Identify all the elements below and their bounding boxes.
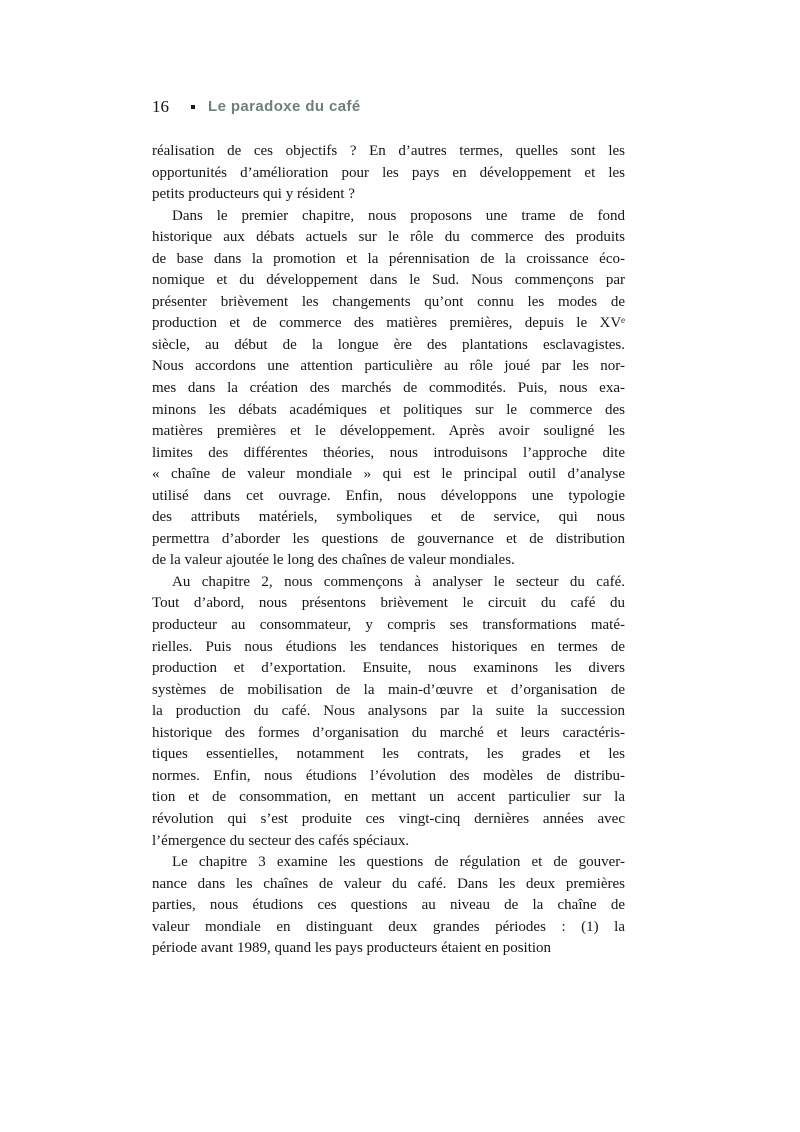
text-line: la production du café. Nous analysons par la suite la succession (152, 703, 625, 720)
text-line: producteur au consommateur, y compris ses transformations maté- (152, 617, 625, 634)
text-line: historique des formes d’organisation du marché et leurs caractéris- (152, 724, 625, 741)
text-line: présenter brièvement les changements qu’ont connu les modes de (152, 293, 625, 310)
text-line: petits producteurs qui y résident ? (152, 186, 355, 203)
book-title: Le paradoxe du café (208, 98, 361, 115)
text-line: matières premières et le développement. Après avoir souligné les (152, 423, 625, 440)
text-line: Dans le premier chapitre, nous proposons une trame de fond (172, 207, 625, 224)
text-line: historique aux débats actuels sur le rôle du commerce des produits (152, 229, 625, 246)
text-line: des attributs matériels, symboliques et de service, qui nous (152, 509, 625, 526)
text-line: tion et de consommation, en mettant un accent particulier sur la (152, 789, 625, 806)
text-line: valeur mondiale en distinguant deux grandes périodes : (1) la (152, 918, 625, 935)
text-line: systèmes de mobilisation de la main-d’œuvre et d’organisation de (152, 681, 625, 698)
text-line: Tout d’abord, nous présentons brièvement le circuit du café du (152, 595, 625, 612)
text-line: tiques essentielles, notamment les contrats, les grades et les (152, 746, 625, 763)
text-line: Au chapitre 2, nous commençons à analyser le secteur du café. (172, 573, 625, 590)
text-line: de la valeur ajoutée le long des chaînes de valeur mondiales. (152, 552, 515, 569)
text-line: rielles. Puis nous étudions les tendances historiques en termes de (152, 638, 625, 655)
square-bullet-icon (191, 105, 195, 109)
text-line: Le chapitre 3 examine les questions de régulation et de gouver- (172, 854, 625, 871)
text-line: l’émergence du secteur des cafés spéciaux. (152, 832, 410, 849)
text-line: siècle, au début de la longue ère des plantations esclavagistes. (152, 336, 625, 353)
text-line: production et de commerce des matières premières, depuis le XVᵉ (152, 315, 625, 332)
text-line: opportunités d’amélioration pour les pays en développement et les (152, 164, 625, 181)
text-line: nomique et du développement dans le Sud. Nous commençons par (152, 272, 625, 289)
text-line: nance dans les chaînes de valeur du café. Dans les deux premières (152, 875, 625, 892)
page-number: 16 (152, 97, 169, 116)
text-line: normes. Enfin, nous étudions l’évolution des modèles de distribu- (152, 767, 625, 784)
text-line: période avant 1989, quand les pays producteurs étaient en position (152, 940, 552, 957)
text-line: réalisation de ces objectifs ? En d’autres termes, quelles sont les (152, 143, 625, 159)
text-line: utilisé dans cet ouvrage. Enfin, nous développons une typologie (152, 487, 625, 504)
text-line: limites des différentes théories, nous introduisons l’approche dite (152, 444, 625, 461)
text-line: minons les débats académiques et politiques sur le commerce des (152, 401, 625, 418)
text-line: « chaîne de valeur mondiale » qui est le principal outil d’analyse (152, 466, 625, 483)
text-line: Nous accordons une attention particulière au rôle joué par les nor- (152, 358, 625, 375)
text-line: mes dans la création des marchés de commodités. Puis, nous exa- (152, 380, 625, 397)
text-line: de base dans la promotion et la pérennisation de la croissance éco- (152, 250, 625, 267)
body-text (152, 141, 625, 960)
text-line: permettra d’aborder les questions de gouvernance et de distribution (152, 530, 625, 547)
text-line: parties, nous étudions ces questions au niveau de la chaîne de (152, 897, 625, 914)
running-header (152, 97, 625, 117)
text-line: production et d’exportation. Ensuite, nous examinons les divers (152, 660, 625, 677)
text-line: révolution qui s’est produite ces vingt-cinq dernières années avec (152, 810, 625, 827)
